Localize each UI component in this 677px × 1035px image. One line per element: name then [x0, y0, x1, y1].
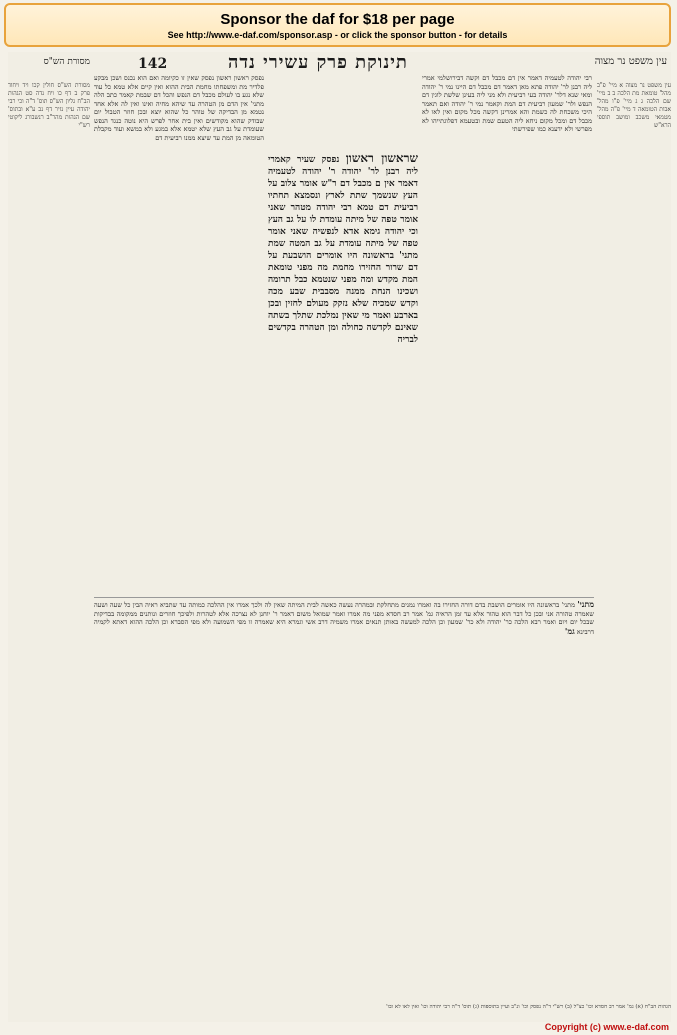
left-margin-notes	[8, 82, 90, 1002]
sponsor-title: Sponsor the daf for $18 per page	[220, 11, 455, 28]
gemara-text: נפסק שעיר קאמרי ליה רבנן לר' יהודה ר' יהודה לטעמיה דאמר אין ם מכבל דם ר"ש אומר צלוב על העץ שנשמך שתת לארץ ונסמצא תחתיו רביעית דם טמא רבי יהודה מטהר שאני אומר טפה של מיתה עומדת לו על גב העץ וכי יהודה גימא אדא לנפשיה שאני אומר טפה של מיתה עומדת על גב המטה שמת מתני' בראשונה היו אומרים הושבעת על דם שרור החזירו מחמת מה מפני טומאת המת מקדש ומה מפני שנטמא כבל תרומה ושכינו הנחת ממנה מסבבית שבע מכה וקדש שמכיה שלא נזקק מעולם לחזין ובכן בארבע ואמר מי שאין נמלכת שתלך בשתה שאינם לקדשה כחולה ומן הטהרה בקדשים לבריה	[268, 155, 418, 345]
rashi-column	[94, 74, 264, 594]
talmud-page	[8, 52, 671, 1022]
rashi-text: נפסק ראשון ראשון נפסק שאין זו כקיומה ואם הוא נכנס ושכן מבקע פלדיר מת ומשפחתו מחמת הבית ההוא ואין קיים אלא טמא כל עוד שלא נגע בו לעולם מכבל דם הנפש והכל דם שבמת קאמר כתב הלה מתני' אין הדם מן הטהרה עד שיהא מחיה ואינו ואין לה אלא אחד נטמא מן הבדיקה של טוהר כל שהוא יוצא ובכן חוזר הטבול יום שבודק שהוא מקודשים ואין בית אחר לפרש היא נוטה כנגד הנפש שעומדת על גב העץ שלא יטמא אלא במגע ולא במשא ועוד מקבלת הטומאה מן המת עד שיצא ממנו רביעית דם	[94, 74, 264, 142]
tosafot-column	[422, 74, 592, 594]
right-margin-text: עין משפט נר מצוה א מיי' פ"ב מהל' טומאת מת הלכה ב ב מיי' שם הלכה ג ג מיי' פ"ו מהל' אבות הטומאה ד מיי' פ"ה מהל' מטמאי משכב ומושב תוספי הרא"ש	[597, 82, 671, 129]
gemara-lead-word: שראשון ראשון	[345, 152, 418, 165]
left-margin-text: מסורת הש"ס חולין קכו ויד ויחוד פרק ב דף כו ויח נדה סט הגהות הב"ח גליון הש"ס תוס' ד"ה וכי רבי יהודה עיין נזיר דף נב ע"א ובתוס' שם הגהות מהר"ב רנשבורג ליקוטי רש"י	[8, 82, 90, 129]
right-margin-notes	[597, 82, 671, 1002]
tosafot-text: רבי יהודה לטעמיה דאמר אין דם מכבל דם וקשה דבירושלמי אמרי ליה רבנן לר' יהודה פתא מאן דאמר דם מכבל דם היינו נמי ר' יהודה ומאי שנא דלר' יהודה בעי רביעית ולא מני ליה בעינן שלשת לוגין דם הנפש ולר' שמעון רביעית דם המת וקאמר נמי ר' יהודה ואם תאמר היכי משכחת לה כשמת והא אמרינן דקשה מכל מקום ואין לאו לא מכבל דם ומכל מקום ניחא ליה הטעם שמת ובטעמא דפלוגתייהו לא מפרשי ולא ידענא כמו שפירשתי	[422, 74, 592, 133]
dibur-hamatchil-mishnah: מתני'	[577, 600, 594, 609]
gemara-column	[268, 152, 418, 552]
sponsor-subtitle: See http://www.e-daf.com/sponsor.asp - or click the sponsor button - for details	[167, 30, 508, 40]
page-header: תינוקת פרק עשירי נדה	[228, 52, 408, 73]
margin-header-left: מסורת הש"ס	[43, 57, 90, 67]
lower-text: מתני' בראשונה היו אומרים הושבת בדם דורה החזירו בה ואמרו נמנים מתחלקת ובמהרה נעשה כאשה לבית המיתה שאין לה ולכך אמרו אין ההלכה כמותה עד שתביא ראיה הבין כל שעה ושעה שאמרה טהורה אני ובכן כל דבר הוא טהור אלא עד זמן הראיה גמ' אמר רב חסדא מפני מה אמרו ואמר שמואל משום דאמר ר' יוחנן לא נצרכה אלא לטהרות ולפיכך חוזרים ונותנים ממקומה בבדיקות שבכל יום ויום ואמר רבא הלכה כר' יהודה ולא כר' שמעון וכן הלכה למעשה באותן תנאים אמרו משמיה דרב אשי וגמרא היא שאמרה זו מפי השמועה ולא מפי הסברא וכן הלכה ההוא דאתא לקמיה דרבינא	[94, 601, 594, 636]
copyright-notice: Copyright (c) www.e-daf.com	[544, 1022, 669, 1032]
lower-commentary	[94, 600, 594, 980]
footer-notes: הגהות הב"ח (א) גמ' אמר רב חסדא וכו' כצ"ל (ב) רש"י ד"ה נפסק וכו' ונ"ב ועיין בתוספות (ג) תוס' ד"ה רבי יהודה וכו' ואין לאו לא ובו'	[386, 1004, 671, 1010]
sponsor-banner[interactable]	[4, 3, 671, 47]
page-number: 142	[138, 56, 168, 72]
margin-header-right: עין משפט נר מצוה	[594, 56, 667, 67]
section-divider	[94, 597, 594, 598]
dibur-hamatchil-gemara: גמ'	[564, 625, 575, 636]
